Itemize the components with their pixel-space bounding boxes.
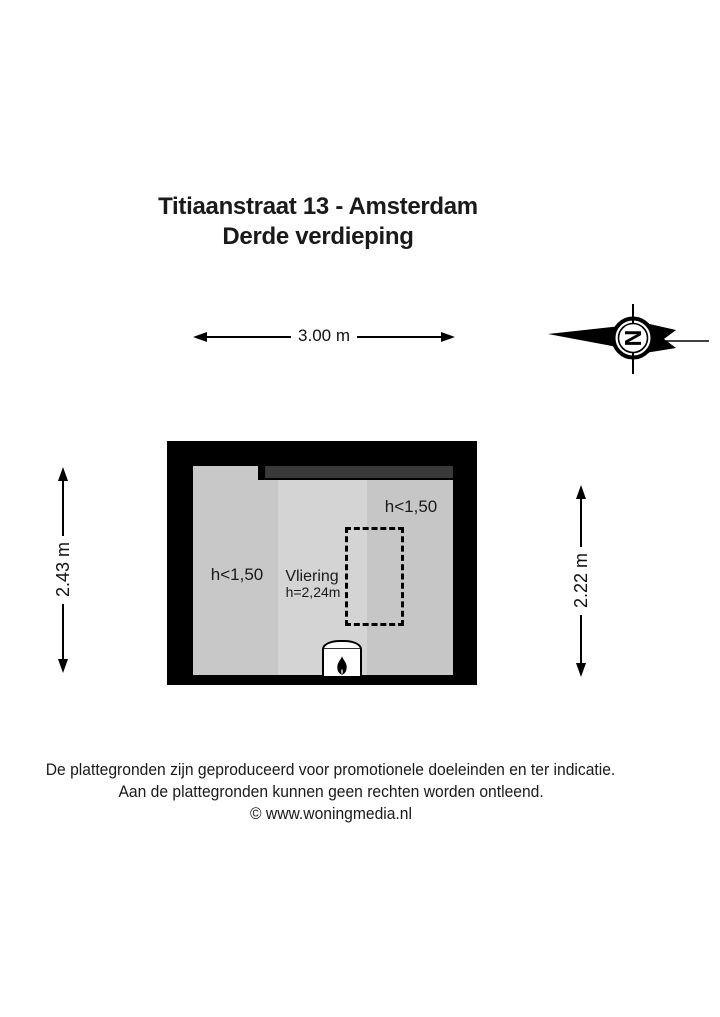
floor-area-left-notch <box>193 466 258 480</box>
dimension-right-label: 2.22 m <box>570 553 591 609</box>
disclaimer-line-2: Aan de plattegronden kunnen geen rechten worden ontleend. <box>118 782 544 801</box>
dimension-line <box>62 481 64 536</box>
dimension-right <box>568 485 594 677</box>
arrowhead-down-icon <box>576 663 586 677</box>
copyright-line: © www.woningmedia.nl <box>250 804 412 823</box>
dimension-left <box>50 467 76 673</box>
height-label-right: h<1,50 <box>384 497 438 516</box>
dimension-line <box>207 336 291 338</box>
compass-north-letter: N <box>620 329 646 347</box>
dimension-line <box>580 499 582 547</box>
ceiling-beam <box>265 466 453 478</box>
room-name-label: Vliering <box>285 568 339 585</box>
arrowhead-up-icon <box>58 467 68 481</box>
arrowhead-right-icon <box>441 332 455 342</box>
footer-disclaimer <box>1 759 661 825</box>
page-title <box>0 192 636 252</box>
arrowhead-left-icon <box>193 332 207 342</box>
height-label-left: h<1,50 <box>210 565 264 584</box>
compass-north-icon <box>545 296 711 384</box>
arrowhead-down-icon <box>58 659 68 673</box>
disclaimer-line-1: De plattegronden zijn geproduceerd voor promotionele doeleinden en ter indicatie. <box>46 760 616 779</box>
dimension-line <box>357 336 441 338</box>
dimension-line <box>580 615 582 663</box>
dimension-top <box>193 325 455 346</box>
arrowhead-up-icon <box>576 485 586 499</box>
stove-icon <box>322 640 362 678</box>
dimension-left-label: 2.43 m <box>52 542 73 598</box>
title-address: Titiaanstraat 13 - Amsterdam <box>158 193 478 220</box>
floorplan <box>167 441 477 685</box>
dimension-line <box>62 604 64 659</box>
flame-icon <box>335 656 350 675</box>
dimension-top-label: 3.00 m <box>298 325 350 345</box>
stove-lid-line <box>324 648 360 649</box>
room-height-label: h=2,24m <box>285 584 341 600</box>
title-floor: Derde verdieping <box>222 223 414 250</box>
dashed-opening-outline <box>345 527 404 626</box>
